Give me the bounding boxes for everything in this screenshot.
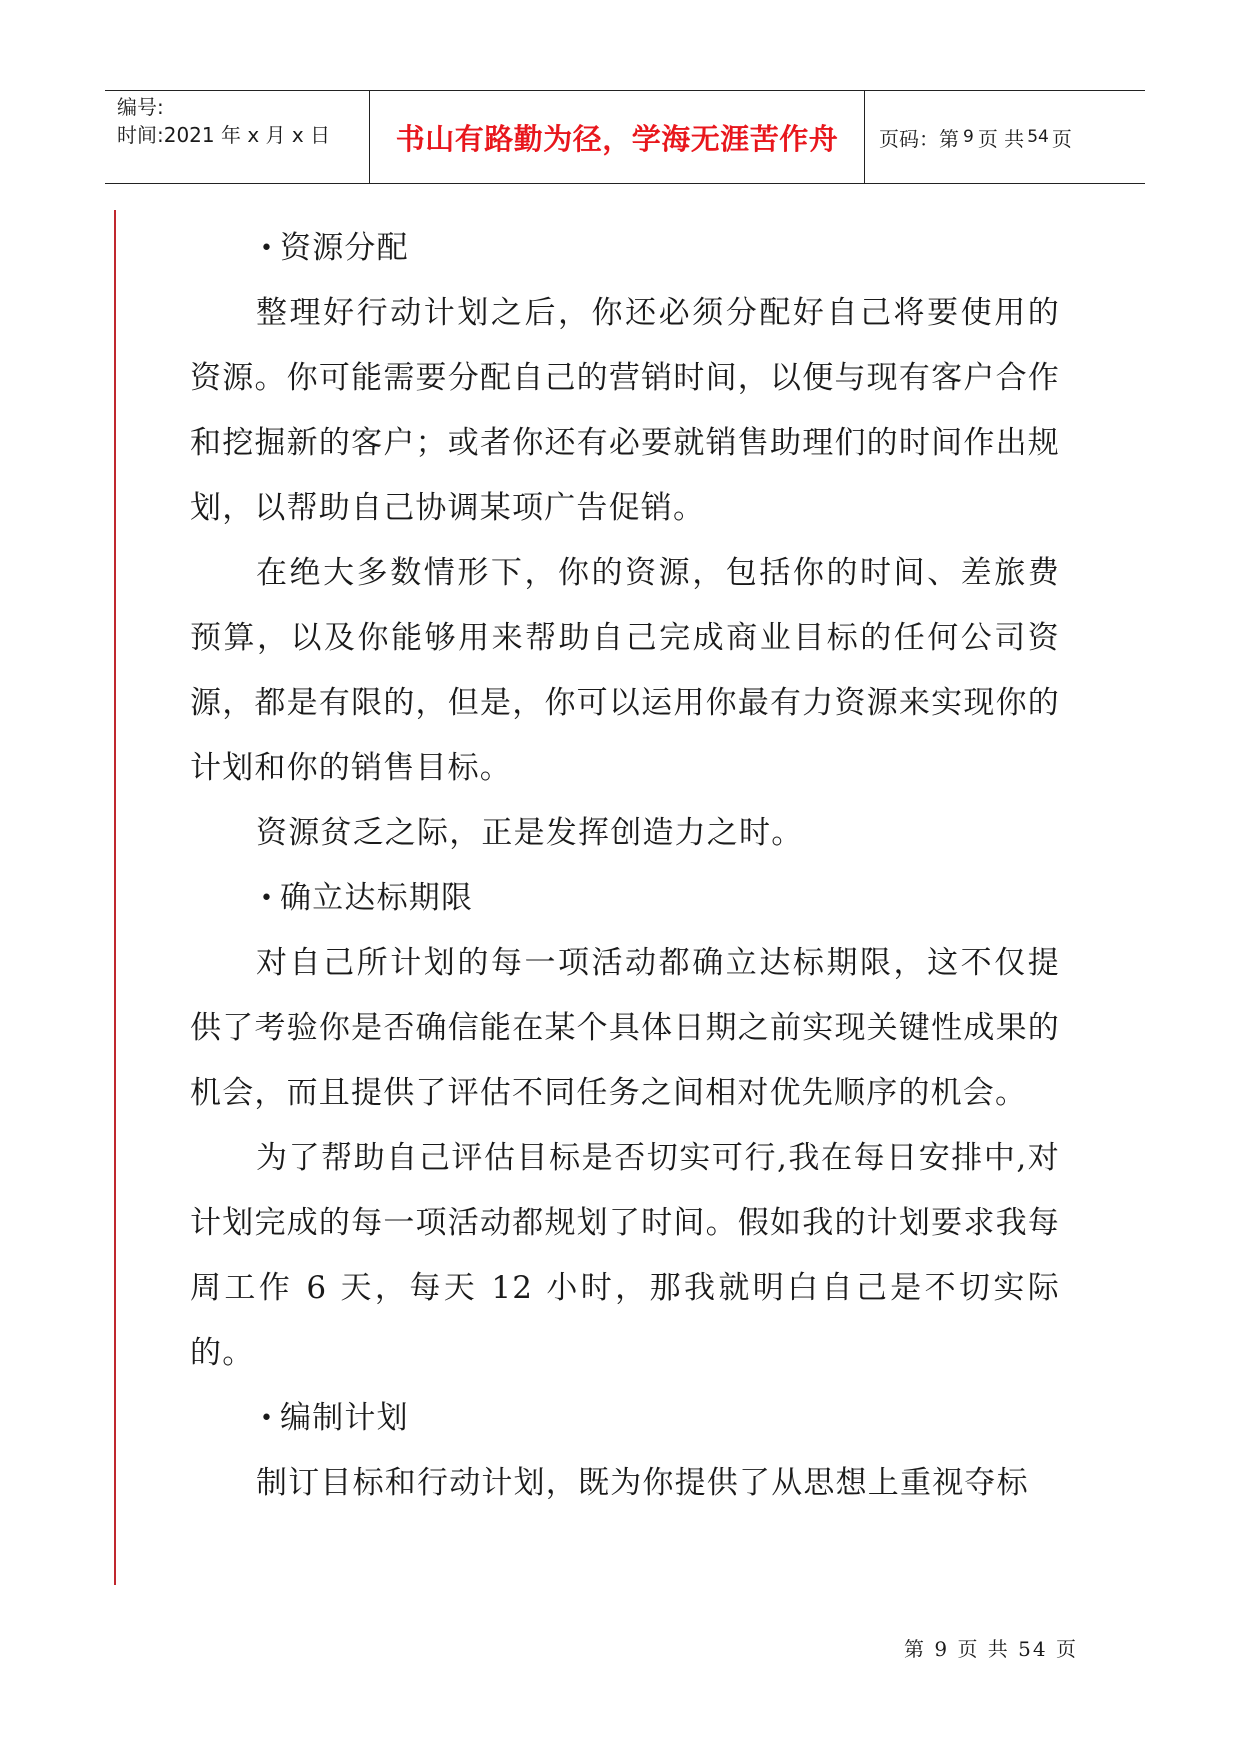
paragraph: 为了帮助自己评估目标是否切实可行,我在每日安排中,对计划完成的每一项活动都规划了时间。假如我的计划要求我每周工作 6 天，每天 12 小时，那我就明白自己是不切实际的。	[190, 1140, 1060, 1371]
bullet-icon: •	[260, 1406, 275, 1431]
header-page-total: 54	[1027, 127, 1049, 147]
document-number-label: 编号:	[117, 95, 164, 119]
page-header	[105, 90, 1145, 184]
header-page-middle: 页 共	[977, 126, 1025, 151]
section-heading	[190, 216, 1060, 281]
section-heading	[190, 866, 1060, 931]
header-page-prefix: 页码：第	[879, 126, 959, 151]
paragraph: 资源贫乏之际，正是发挥创造力之时。	[256, 815, 804, 851]
paragraph: 制订目标和行动计划，既为你提供了从思想上重视夺标	[256, 1465, 1029, 1501]
header-page-current: 9	[963, 127, 974, 147]
header-motto: 书山有路勤为径，学海无涯苦作舟	[395, 121, 839, 156]
margin-rule	[114, 210, 116, 1585]
bullet-icon: •	[260, 236, 275, 261]
header-motto-cell	[370, 91, 865, 183]
section-heading	[190, 1386, 1060, 1451]
page-footer: 第 9 页 共 54 页	[904, 1637, 1078, 1661]
paragraph: 整理好行动计划之后，你还必须分配好自己将要使用的资源。你可能需要分配自己的营销时间，以便与现有客户合作和挖掘新的客户；或者你还有必要就销售助理们的时间作出规划，以帮助自己协调某项广告促销。	[190, 295, 1060, 526]
paragraph: 对自己所计划的每一项活动都确立达标期限，这不仅提供了考验你是否确信能在某个具体日期之前实现关键性成果的机会，而且提供了评估不同任务之间相对优先顺序的机会。	[190, 945, 1060, 1111]
heading-text: 编制计划	[280, 1400, 409, 1436]
document-body	[190, 216, 1060, 1516]
heading-text: 确立达标期限	[280, 880, 474, 916]
document-time-label: 时间:2021 年 x 月 x 日	[117, 123, 331, 147]
header-page-suffix: 页	[1051, 126, 1072, 151]
header-page-cell	[865, 91, 1145, 183]
paragraph: 在绝大多数情形下，你的资源，包括你的时间、差旅费预算，以及你能够用来帮助自己完成商业目标的任何公司资源，都是有限的，但是，你可以运用你最有力资源来实现你的计划和你的销售目标。	[190, 555, 1060, 786]
bullet-icon: •	[260, 886, 275, 911]
heading-text: 资源分配	[280, 230, 409, 266]
header-meta-cell	[105, 91, 370, 183]
